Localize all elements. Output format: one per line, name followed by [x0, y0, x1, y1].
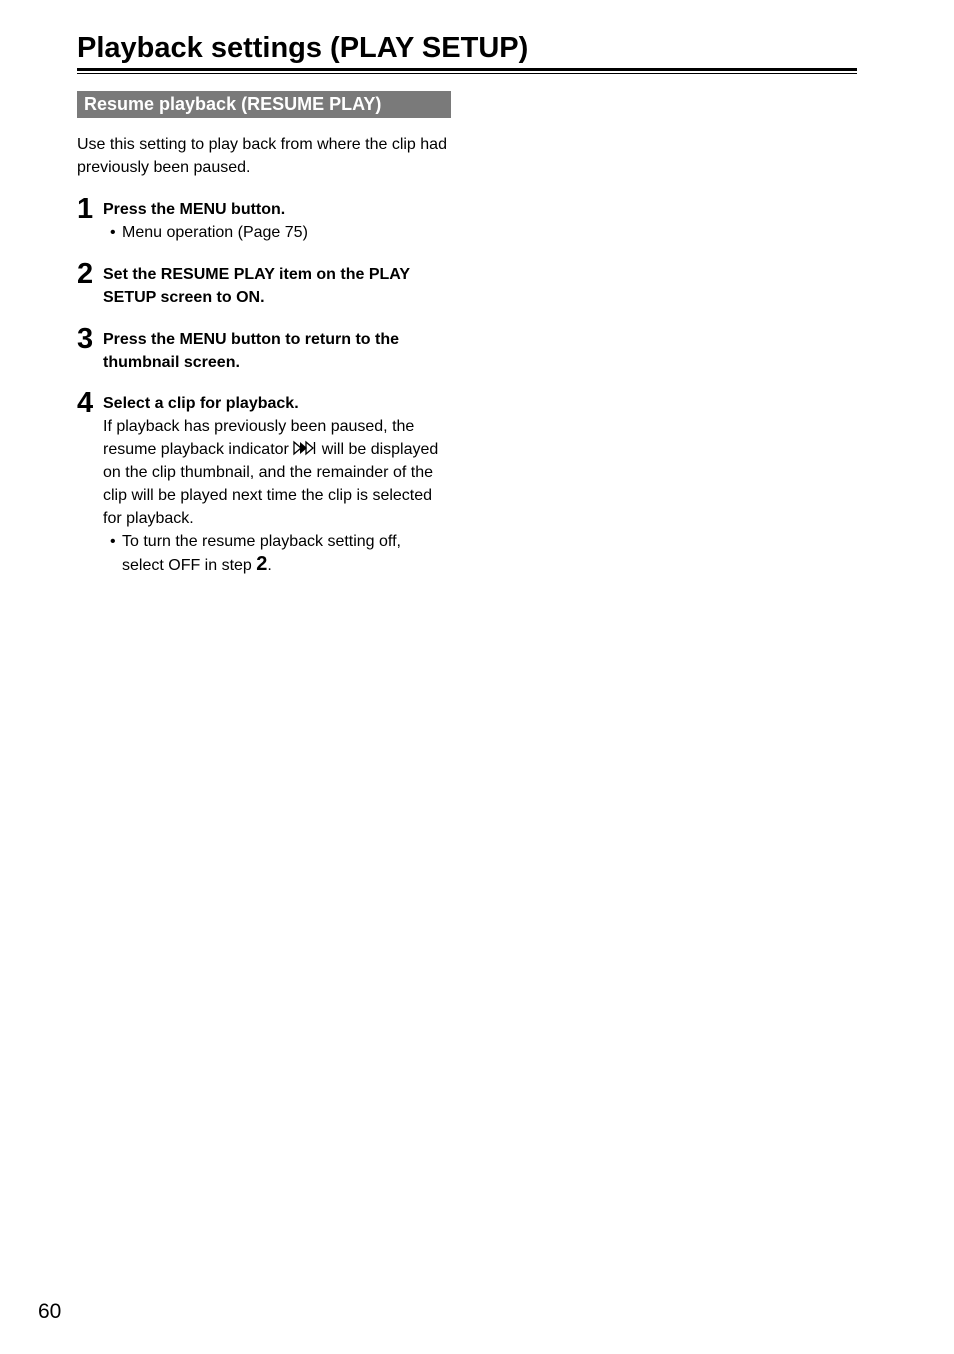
step-number: 1 — [77, 193, 94, 225]
step-title: Set the RESUME PLAY item on the PLAY SETUP screen to ON. — [103, 266, 410, 306]
step-title: Press the MENU button to return to the thumbnail screen. — [103, 331, 399, 371]
step-number: 3 — [77, 323, 94, 355]
step-4 — [77, 387, 457, 577]
step-title: Press the MENU button. — [103, 201, 286, 218]
page-title: Playback settings (PLAY SETUP) — [77, 32, 529, 64]
section-heading: Resume playback (RESUME PLAY) — [77, 91, 451, 118]
step-bullet — [103, 530, 443, 577]
resume-playback-icon — [293, 440, 317, 456]
step-description — [103, 415, 443, 530]
step-body — [103, 392, 443, 577]
page-number: 60 — [38, 1300, 62, 1323]
bullet-end: . — [267, 557, 272, 574]
step-bullet — [103, 221, 457, 244]
bullet-text: To turn the resume playback setting off, select OFF in step — [122, 533, 401, 574]
step-2 — [77, 258, 457, 309]
bullet-text: Menu operation (Page 75) — [122, 224, 308, 241]
title-rule — [77, 68, 857, 71]
step-number: 2 — [77, 258, 94, 290]
title-rule-thin — [77, 73, 857, 74]
step-body — [103, 198, 457, 244]
intro-text: Use this setting to play back from where the clip had previously been paused. — [77, 136, 447, 176]
step-reference: 2 — [256, 553, 268, 575]
description-before-icon: If playback has previously been paused, the resume playback indicator — [103, 418, 415, 458]
step-number: 4 — [77, 387, 94, 419]
step-1 — [77, 193, 457, 244]
step-body — [103, 328, 457, 374]
description-after-icon: will be displayed on the clip thumbnail, and the remainder of the clip will be played next time the clip is selected for playback. — [103, 441, 439, 527]
step-body — [103, 263, 457, 309]
bullet-dot: • — [110, 224, 116, 241]
step-3 — [77, 323, 457, 374]
step-title: Select a clip for playback. — [103, 395, 299, 412]
bullet-dot: • — [110, 533, 116, 550]
